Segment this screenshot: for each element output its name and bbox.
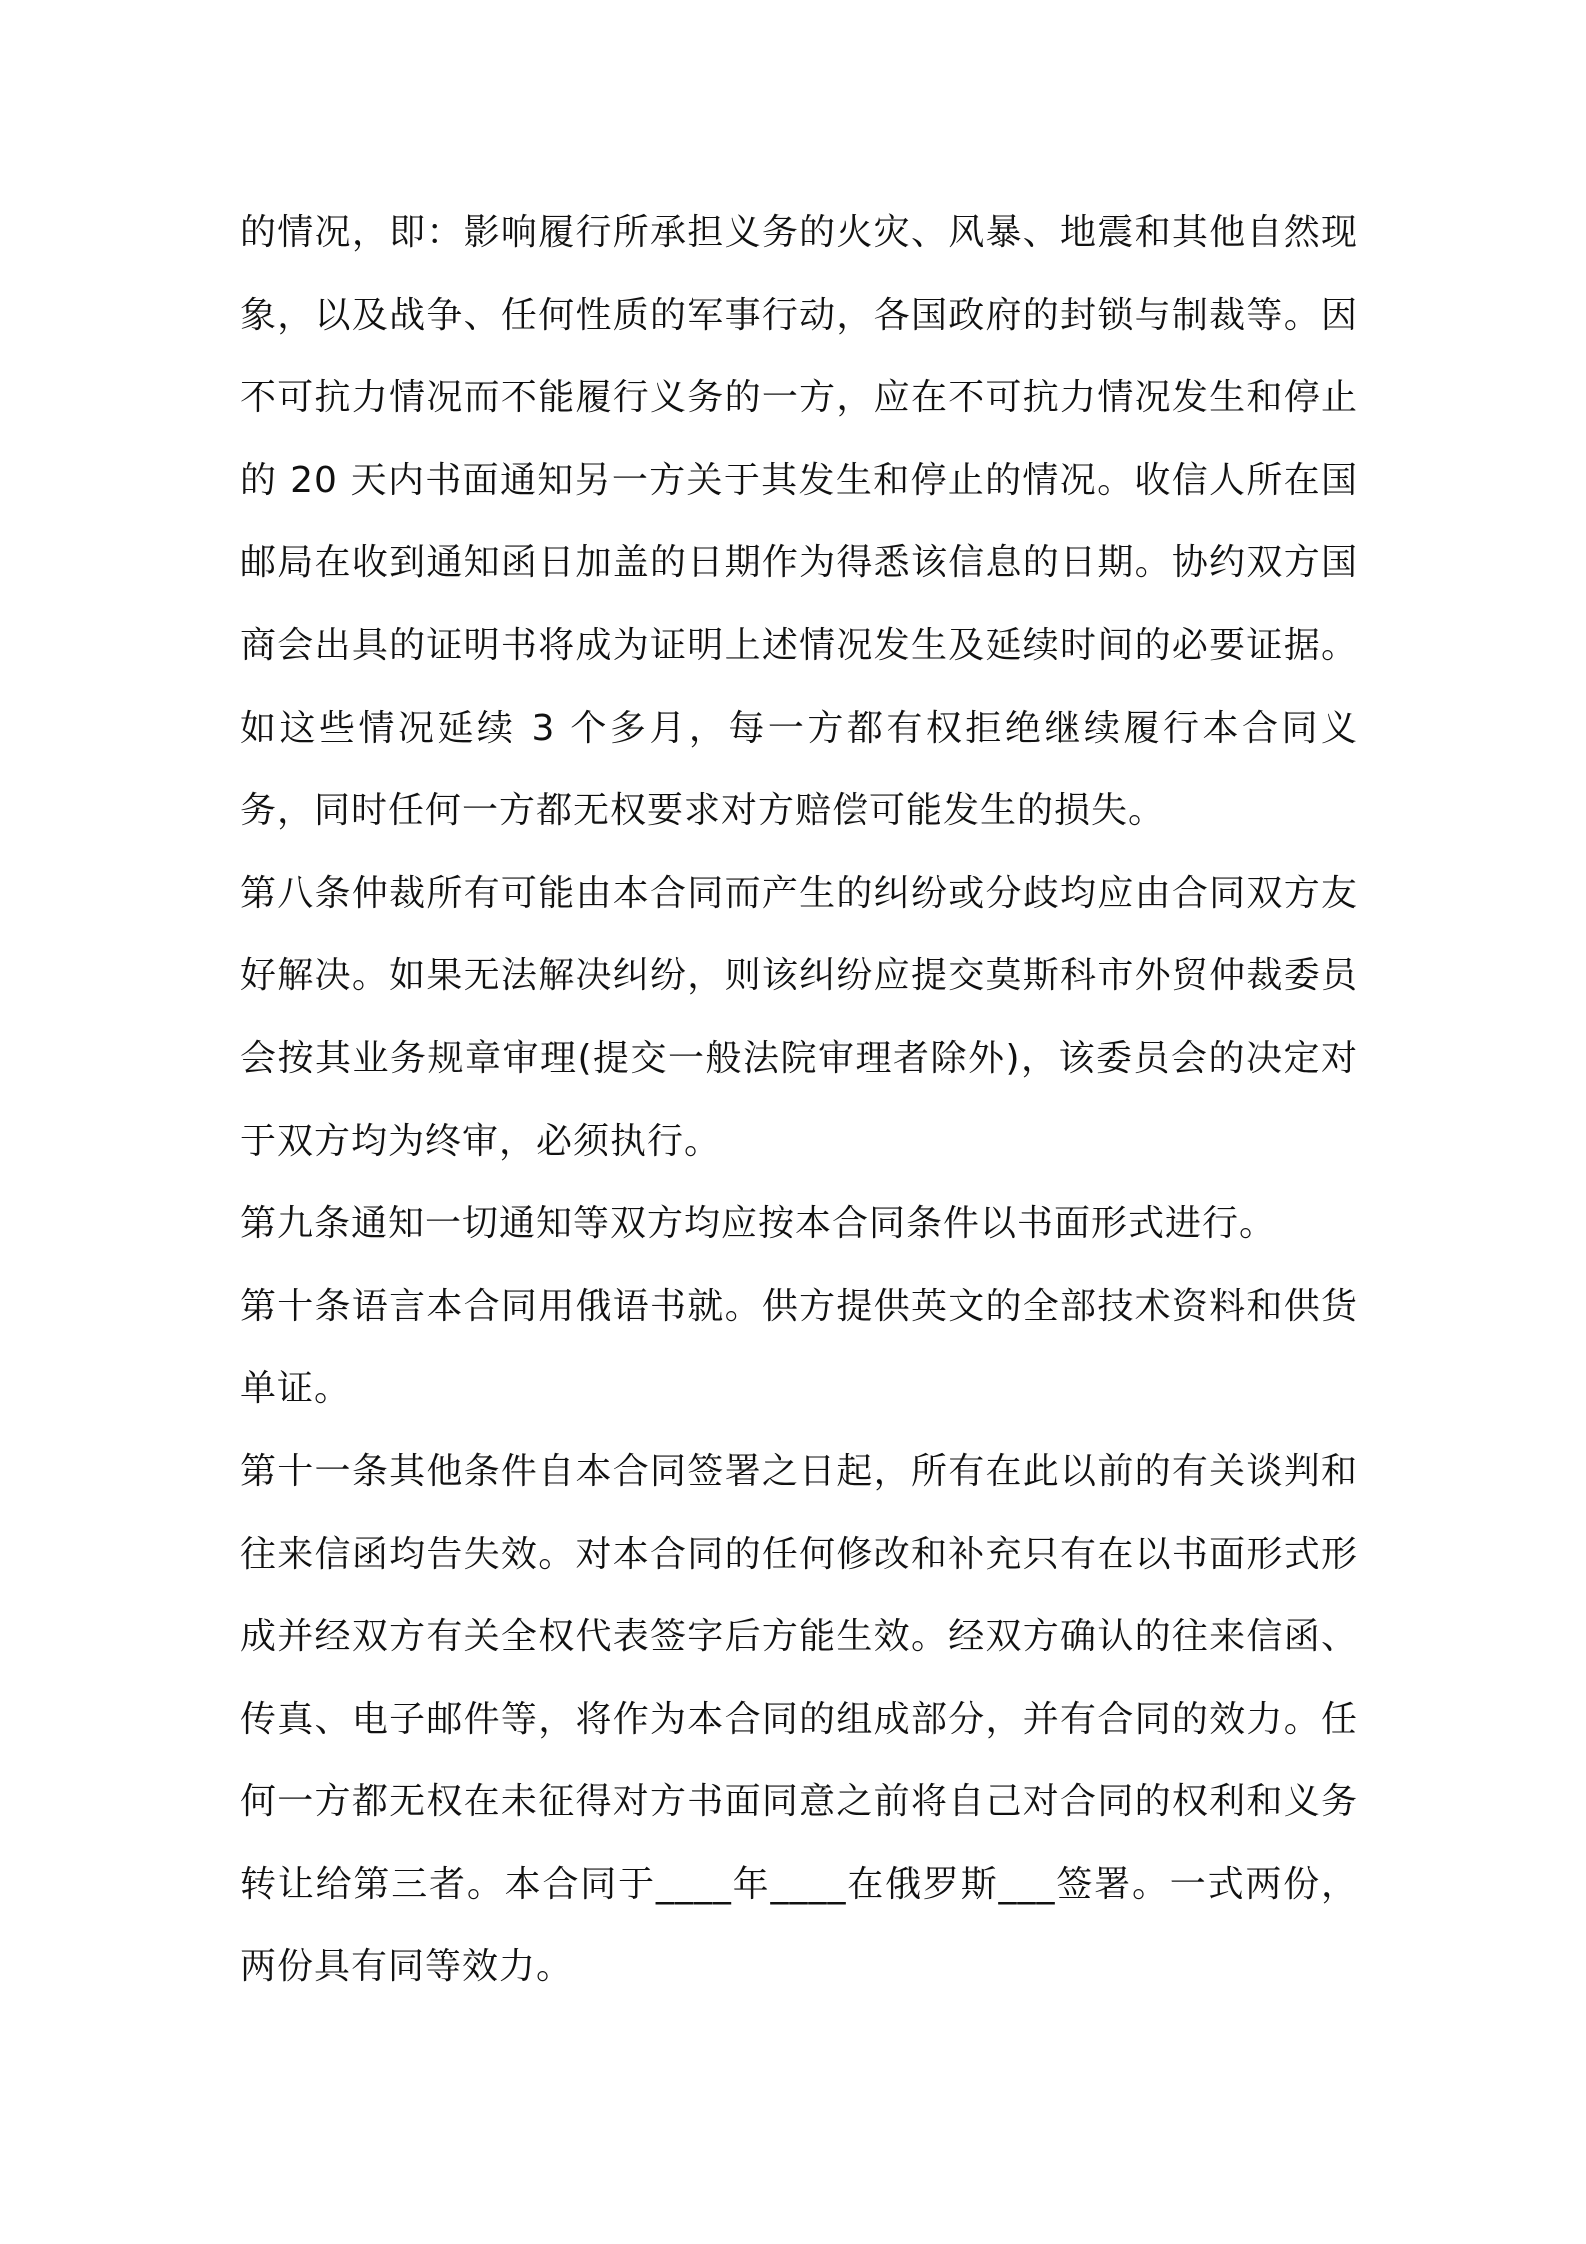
document-page — [240, 192, 1358, 2009]
paragraph-force-majeure: 的情况，即：影响履行所承担义务的火灾、风暴、地震和其他自然现象，以及战争、任何性质的军事行动，各国政府的封锁与制裁等。因不可抗力情况而不能履行义务的一方，应在不可抗力情况发生和停止的 20 天内书面通知另一方关于其发生和停止的情况。收信人所在国邮局在收到通知函日加盖的日期作为得悉该信息的日期。协约双方国商会出具的证明书将成为证明上述情况发生及延续时间的必要证据。如这些情况延续 3 个多月，每一方都有权拒绝继续履行本合同义务，同时任何一方都无权要求对方赔偿可能发生的损失。 — [240, 212, 1358, 832]
paragraph-article-11-other-terms: 第十一条其他条件自本合同签署之日起，所有在此以前的有关谈判和往来信函均告失效。对本合同的任何修改和补充只有在以书面形式形成并经双方有关全权代表签字后方能生效。经双方确认的往来信函、传真、电子邮件等，将作为本合同的组成部分，并有合同的效力。任何一方都无权在未征得对方书面同意之前将自己对合同的权利和义务转让给第三者。本合同于____年____在俄罗斯___签署。一式两份，两份具有同等效力。 — [240, 1450, 1358, 1988]
paragraph-article-10-language: 第十条语言本合同用俄语书就。供方提供英文的全部技术资料和供货单证。 — [240, 1285, 1358, 1410]
paragraph-article-9-notice: 第九条通知一切通知等双方均应按本合同条件以书面形式进行。 — [240, 1203, 1277, 1245]
paragraph-article-8-arbitration: 第八条仲裁所有可能由本合同而产生的纠纷或分歧均应由合同双方友好解决。如果无法解决纠纷，则该纠纷应提交莫斯科市外贸仲裁委员会按其业务规章审理(提交一般法院审理者除外)，该委员会的决定对于双方均为终审，必须执行。 — [240, 872, 1358, 1162]
